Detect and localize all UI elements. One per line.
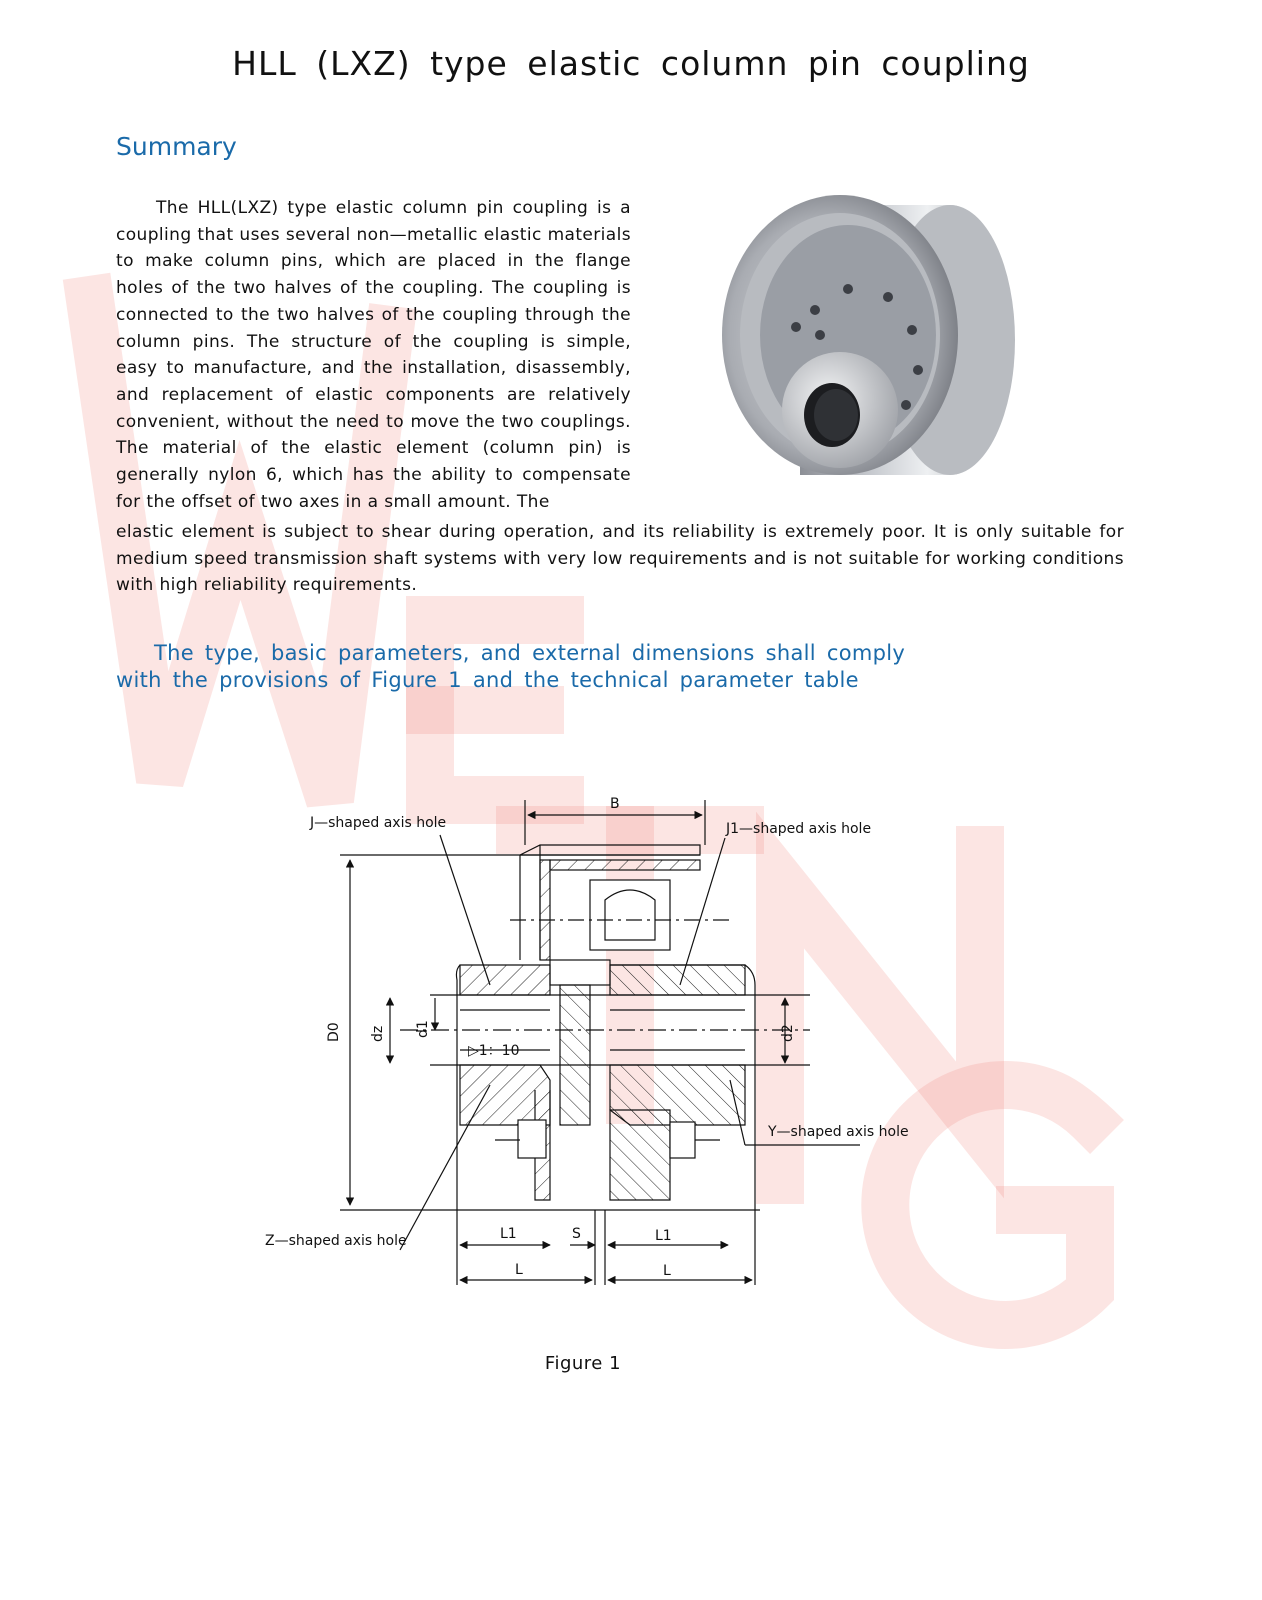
label-j-hole: J—shaped axis hole bbox=[310, 815, 447, 831]
summary-heading: Summary bbox=[116, 132, 237, 161]
dim-l-left: L bbox=[515, 1262, 523, 1278]
dim-d1: d1 bbox=[415, 1020, 431, 1038]
label-y-hole: Y—shaped axis hole bbox=[768, 1124, 909, 1140]
label-z-hole: Z—shaped axis hole bbox=[265, 1233, 407, 1249]
dim-d2: d2 bbox=[780, 1024, 796, 1042]
summary-paragraph-part1: The HLL(LXZ) type elastic column pin coupling is a coupling that uses several non—metallic elastic materials to make column pins, which are placed in the flange holes of the two halves of the coupling. The coupling is connected to the two halves of the coupling through the column pins. The structure of the coupling is simple, easy to manufacture, and the installation, disassembly, and replacement of elastic components are relatively convenient, without the need to move the two couplings. The material of the elastic element (column pin) is generally nylon 6, which has the ability to compensate for the offset of two axes in a small amount. The bbox=[116, 198, 631, 512]
page-title: HLL (LXZ) type elastic column pin coupling bbox=[232, 44, 1030, 83]
coupling-photo bbox=[720, 185, 1020, 485]
dim-l1-right: L1 bbox=[655, 1228, 672, 1244]
figure-caption: Figure 1 bbox=[544, 1353, 622, 1374]
dim-d0: D0 bbox=[326, 1022, 342, 1042]
summary-paragraph-part2: elastic element is subject to shear during operation, and its reliability is extremely poor. It is only suitable for medium speed transmission shaft systems with very low requirements and is not suitable for working conditions with high reliability requirements. bbox=[116, 522, 1124, 596]
coupling-technical-drawing bbox=[250, 780, 950, 1320]
dim-taper: ▷1：10 bbox=[468, 1043, 520, 1059]
dim-l-right: L bbox=[663, 1263, 671, 1279]
dim-l1-left: L1 bbox=[500, 1226, 517, 1242]
dim-b: B bbox=[610, 796, 620, 812]
dim-dz: dz bbox=[370, 1025, 386, 1042]
dim-s: S bbox=[572, 1226, 581, 1242]
provisions-note: The type, basic parameters, and external dimensions shall comply with the provisions of Figure 1 and the technical parameter table bbox=[116, 641, 906, 692]
label-j1-hole: J1—shaped axis hole bbox=[726, 821, 872, 837]
